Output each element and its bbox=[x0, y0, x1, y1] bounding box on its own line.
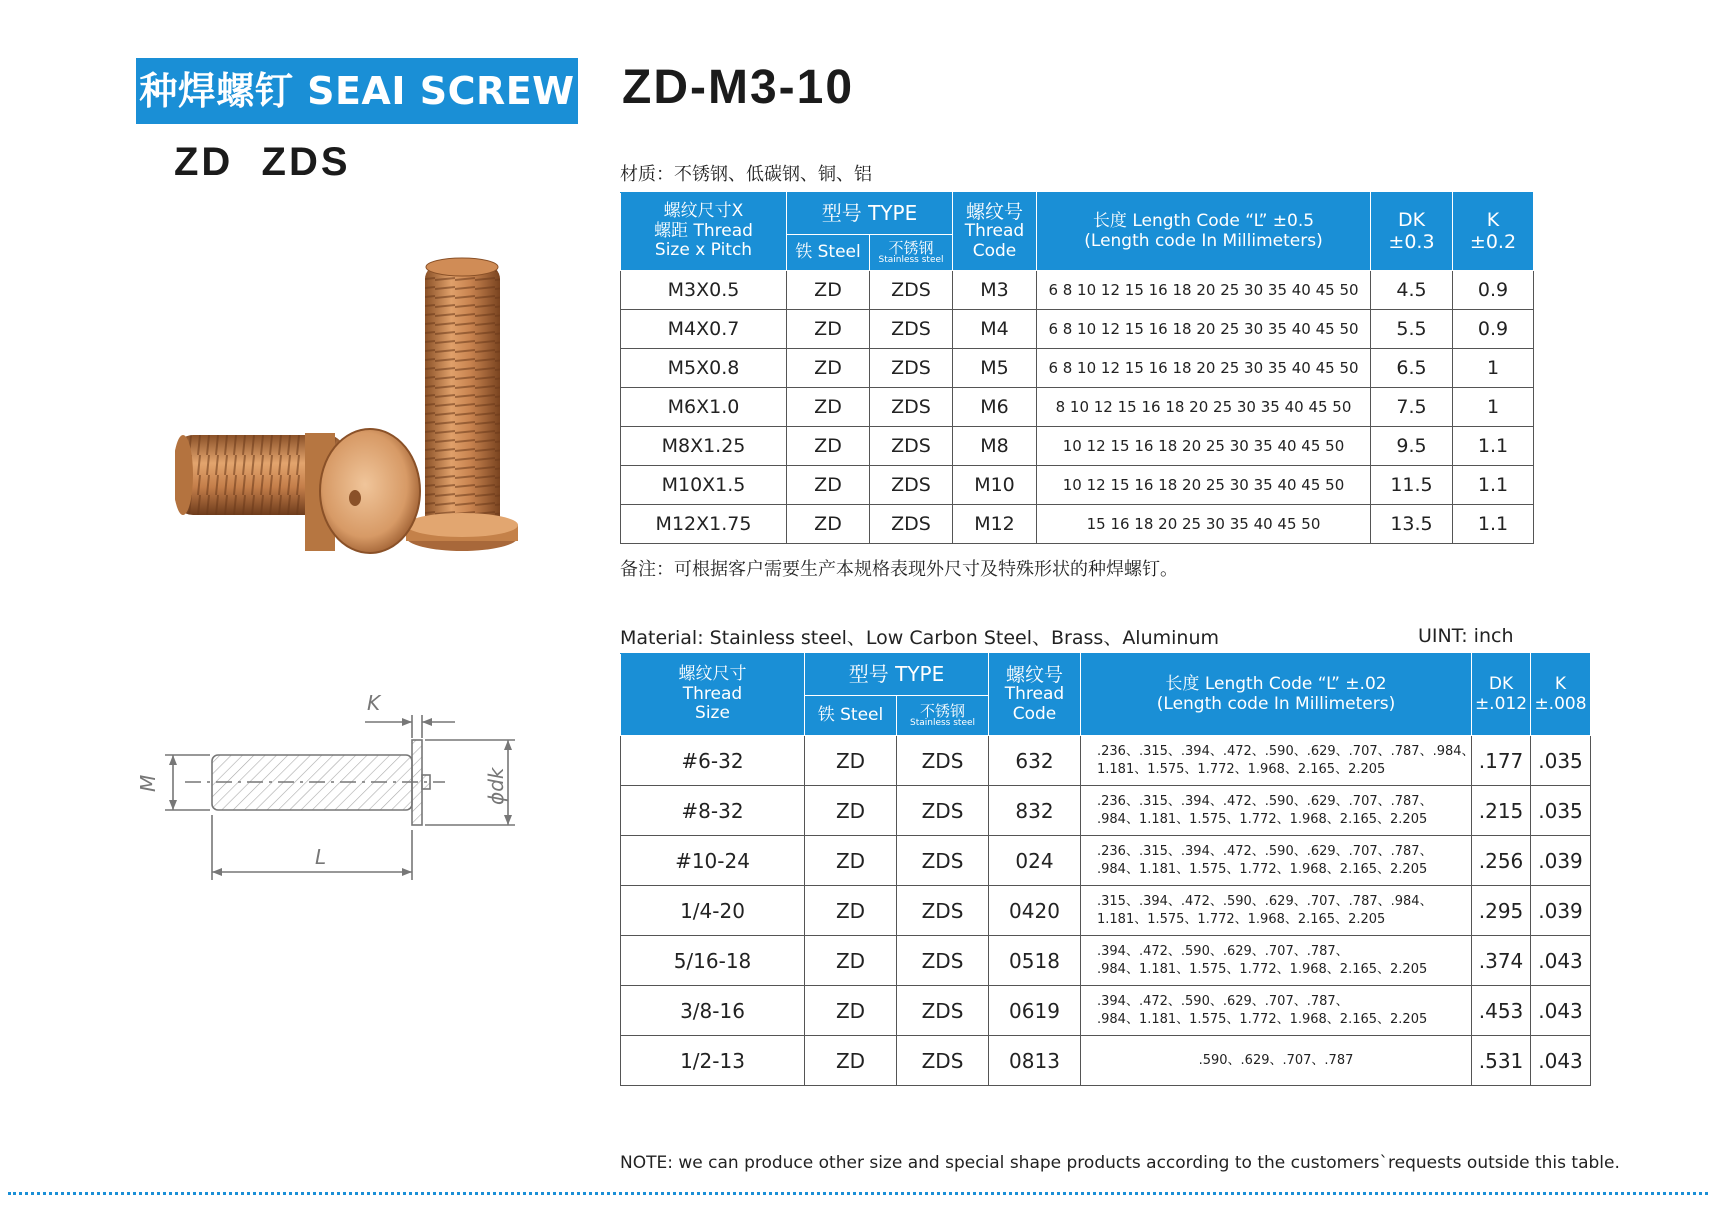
cell-dk: .531 bbox=[1472, 1036, 1531, 1086]
cell-code: M3 bbox=[953, 271, 1037, 310]
cell-lengths: .590、.629、.707、.787 bbox=[1081, 1036, 1472, 1086]
col-stainless: 不锈钢 Stainless steel bbox=[897, 696, 989, 736]
cell-steel: ZD bbox=[805, 1036, 897, 1086]
dim-label-dk: ϕdk bbox=[484, 767, 508, 805]
cell-steel: ZD bbox=[805, 986, 897, 1036]
metric-spec-table bbox=[620, 192, 1534, 544]
cell-k: .039 bbox=[1531, 886, 1591, 936]
product-photo bbox=[175, 255, 535, 575]
table-row bbox=[621, 388, 1534, 427]
cell-size: M8X1.25 bbox=[621, 427, 787, 466]
cell-dk: 6.5 bbox=[1371, 349, 1453, 388]
cell-lengths: 8 10 12 15 16 18 20 25 30 35 40 45 50 bbox=[1037, 388, 1371, 427]
cell-size: 1/4-20 bbox=[621, 886, 805, 936]
cell-code: 0813 bbox=[989, 1036, 1081, 1086]
cell-k: 1.1 bbox=[1453, 505, 1534, 544]
table-row bbox=[621, 505, 1534, 544]
cell-steel: ZD bbox=[787, 310, 870, 349]
col-k: K ±.008 bbox=[1531, 654, 1591, 736]
cell-code: M4 bbox=[953, 310, 1037, 349]
cell-lengths: 6 8 10 12 15 16 18 20 25 30 35 40 45 50 bbox=[1037, 310, 1371, 349]
cell-size: M6X1.0 bbox=[621, 388, 787, 427]
cell-steel: ZD bbox=[805, 786, 897, 836]
table-row bbox=[621, 349, 1534, 388]
cell-dk: .374 bbox=[1472, 936, 1531, 986]
col-steel: 铁 Steel bbox=[787, 235, 870, 271]
cell-lengths: .236、.315、.394、.472、.590、.629、.707、.787、 .984、1.181、1.575、1.772、1.968、2.165、2.205 bbox=[1081, 836, 1472, 886]
cell-dk: .177 bbox=[1472, 736, 1531, 786]
vertical-stud bbox=[406, 258, 518, 551]
cell-k: .039 bbox=[1531, 836, 1591, 886]
cell-code: 0518 bbox=[989, 936, 1081, 986]
cell-size: 5/16-18 bbox=[621, 936, 805, 986]
cell-dk: 11.5 bbox=[1371, 466, 1453, 505]
note-cn: 备注：可根据客户需要生产本规格表现外尺寸及特殊形状的种焊螺钉。 bbox=[620, 559, 1178, 580]
cell-steel: ZD bbox=[787, 427, 870, 466]
table-row bbox=[621, 427, 1534, 466]
cell-code: 0420 bbox=[989, 886, 1081, 936]
cell-lengths: 6 8 10 12 15 16 18 20 25 30 35 40 45 50 bbox=[1037, 349, 1371, 388]
table-row bbox=[621, 986, 1591, 1036]
cell-k: 1 bbox=[1453, 349, 1534, 388]
cell-code: M6 bbox=[953, 388, 1037, 427]
cell-dk: 4.5 bbox=[1371, 271, 1453, 310]
cell-code: 832 bbox=[989, 786, 1081, 836]
cell-k: 1.1 bbox=[1453, 427, 1534, 466]
cell-steel: ZD bbox=[787, 388, 870, 427]
cell-lengths: .394、.472、.590、.629、.707、.787、 .984、1.181、1.575、1.772、1.968、2.165、2.205 bbox=[1081, 986, 1472, 1036]
series-code: ZD ZDS bbox=[174, 140, 351, 184]
cell-steel: ZD bbox=[787, 271, 870, 310]
col-length-code: 长度 Length Code “L” ±0.5 (Length code In Millimeters) bbox=[1037, 193, 1371, 271]
cell-dk: .453 bbox=[1472, 986, 1531, 1036]
table-row bbox=[621, 936, 1591, 986]
cell-lengths: 15 16 18 20 25 30 35 40 45 50 bbox=[1037, 505, 1371, 544]
cell-code: 024 bbox=[989, 836, 1081, 886]
cell-code: M12 bbox=[953, 505, 1037, 544]
cell-steel: ZD bbox=[805, 736, 897, 786]
col-stainless: 不锈钢 Stainless steel bbox=[870, 235, 953, 271]
cell-steel: ZD bbox=[787, 466, 870, 505]
col-type: 型号 TYPE bbox=[787, 193, 953, 235]
cell-code: M5 bbox=[953, 349, 1037, 388]
cell-code: M8 bbox=[953, 427, 1037, 466]
cell-code: M10 bbox=[953, 466, 1037, 505]
cell-size: #10-24 bbox=[621, 836, 805, 886]
cell-size: M10X1.5 bbox=[621, 466, 787, 505]
dim-label-k: K bbox=[367, 691, 381, 715]
col-length-code: 长度 Length Code “L” ±.02 (Length code In Millimeters) bbox=[1081, 654, 1472, 736]
cell-steel: ZD bbox=[787, 349, 870, 388]
footer-divider bbox=[8, 1192, 1708, 1195]
cell-stainless: ZDS bbox=[897, 736, 989, 786]
cell-lengths: .236、.315、.394、.472、.590、.629、.707、.787、.984、 1.181、1.575、1.772、1.968、2.165、2.205 bbox=[1081, 736, 1472, 786]
cell-stainless: ZDS bbox=[897, 786, 989, 836]
cell-stainless: ZDS bbox=[897, 936, 989, 986]
cell-stainless: ZDS bbox=[870, 466, 953, 505]
cell-k: .043 bbox=[1531, 986, 1591, 1036]
cell-dk: 13.5 bbox=[1371, 505, 1453, 544]
model-code: ZD-M3-10 bbox=[622, 61, 855, 114]
dim-label-m: M bbox=[136, 774, 160, 792]
cell-lengths: 10 12 15 16 18 20 25 30 35 40 45 50 bbox=[1037, 427, 1371, 466]
cell-stainless: ZDS bbox=[870, 388, 953, 427]
cell-k: 0.9 bbox=[1453, 271, 1534, 310]
col-thread-size: 螺纹尺寸X 螺距 Thread Size x Pitch bbox=[621, 193, 787, 271]
table-row bbox=[621, 1036, 1591, 1086]
table-row bbox=[621, 466, 1534, 505]
cell-size: M3X0.5 bbox=[621, 271, 787, 310]
cell-stainless: ZDS bbox=[870, 349, 953, 388]
cell-steel: ZD bbox=[805, 836, 897, 886]
cell-lengths: 6 8 10 12 15 16 18 20 25 30 35 40 45 50 bbox=[1037, 271, 1371, 310]
cell-size: M12X1.75 bbox=[621, 505, 787, 544]
cell-dk: 7.5 bbox=[1371, 388, 1453, 427]
col-dk: DK ±.012 bbox=[1472, 654, 1531, 736]
cell-k: 1 bbox=[1453, 388, 1534, 427]
cell-k: .035 bbox=[1531, 786, 1591, 836]
cell-steel: ZD bbox=[805, 936, 897, 986]
table-row bbox=[621, 736, 1591, 786]
cell-code: 632 bbox=[989, 736, 1081, 786]
note-en: NOTE: we can produce other size and special shape products according to the customers`requests outside this table. bbox=[620, 1153, 1620, 1173]
cell-stainless: ZDS bbox=[897, 886, 989, 936]
cell-size: 3/8-16 bbox=[621, 986, 805, 1036]
cell-steel: ZD bbox=[805, 886, 897, 936]
dimension-drawing bbox=[125, 680, 525, 900]
cell-k: 0.9 bbox=[1453, 310, 1534, 349]
table-row bbox=[621, 786, 1591, 836]
cell-lengths: .394、.472、.590、.629、.707、.787、 .984、1.181、1.575、1.772、1.968、2.165、2.205 bbox=[1081, 936, 1472, 986]
cell-k: 1.1 bbox=[1453, 466, 1534, 505]
cell-stainless: ZDS bbox=[870, 505, 953, 544]
col-type: 型号 TYPE bbox=[805, 654, 989, 696]
cell-dk: .215 bbox=[1472, 786, 1531, 836]
cell-stainless: ZDS bbox=[897, 986, 989, 1036]
cell-dk: .256 bbox=[1472, 836, 1531, 886]
cell-code: 0619 bbox=[989, 986, 1081, 1036]
col-k: K ±0.2 bbox=[1453, 193, 1534, 271]
inch-spec-table bbox=[620, 653, 1591, 1086]
unit-label: UINT: inch bbox=[1418, 625, 1514, 647]
cell-dk: 5.5 bbox=[1371, 310, 1453, 349]
horizontal-stud bbox=[175, 429, 420, 553]
cell-size: M5X0.8 bbox=[621, 349, 787, 388]
cell-size: 1/2-13 bbox=[621, 1036, 805, 1086]
col-thread-code: 螺纹号 Thread Code bbox=[953, 193, 1037, 271]
table-row bbox=[621, 310, 1534, 349]
cell-lengths: .315、.394、.472、.590、.629、.707、.787、.984、 1.181、1.575、1.772、1.968、2.165、2.205 bbox=[1081, 886, 1472, 936]
col-dk: DK ±0.3 bbox=[1371, 193, 1453, 271]
product-title-banner: 种焊螺钉 SEAI SCREW bbox=[136, 58, 578, 124]
cell-k: .043 bbox=[1531, 936, 1591, 986]
cell-lengths: .236、.315、.394、.472、.590、.629、.707、.787、 .984、1.181、1.575、1.772、1.968、2.165、2.205 bbox=[1081, 786, 1472, 836]
material-en-label: Material: Stainless steel、Low Carbon Steel、Brass、Aluminum bbox=[620, 627, 1220, 649]
col-thread-size: 螺纹尺寸 Thread Size bbox=[621, 654, 805, 736]
cell-size: #8-32 bbox=[621, 786, 805, 836]
col-thread-code: 螺纹号 Thread Code bbox=[989, 654, 1081, 736]
table-row bbox=[621, 271, 1534, 310]
cell-stainless: ZDS bbox=[870, 427, 953, 466]
col-steel: 铁 Steel bbox=[805, 696, 897, 736]
cell-stainless: ZDS bbox=[897, 836, 989, 886]
cell-stainless: ZDS bbox=[870, 271, 953, 310]
cell-k: .043 bbox=[1531, 1036, 1591, 1086]
cell-size: M4X0.7 bbox=[621, 310, 787, 349]
cell-steel: ZD bbox=[787, 505, 870, 544]
table-row bbox=[621, 886, 1591, 936]
cell-stainless: ZDS bbox=[897, 1036, 989, 1086]
table-row bbox=[621, 836, 1591, 886]
cell-stainless: ZDS bbox=[870, 310, 953, 349]
dim-label-l: L bbox=[315, 845, 327, 869]
cell-lengths: 10 12 15 16 18 20 25 30 35 40 45 50 bbox=[1037, 466, 1371, 505]
cell-dk: .295 bbox=[1472, 886, 1531, 936]
material-cn-label: 材质：不锈钢、低碳钢、铜、铝 bbox=[620, 164, 872, 185]
cell-size: #6-32 bbox=[621, 736, 805, 786]
cell-k: .035 bbox=[1531, 736, 1591, 786]
cell-dk: 9.5 bbox=[1371, 427, 1453, 466]
